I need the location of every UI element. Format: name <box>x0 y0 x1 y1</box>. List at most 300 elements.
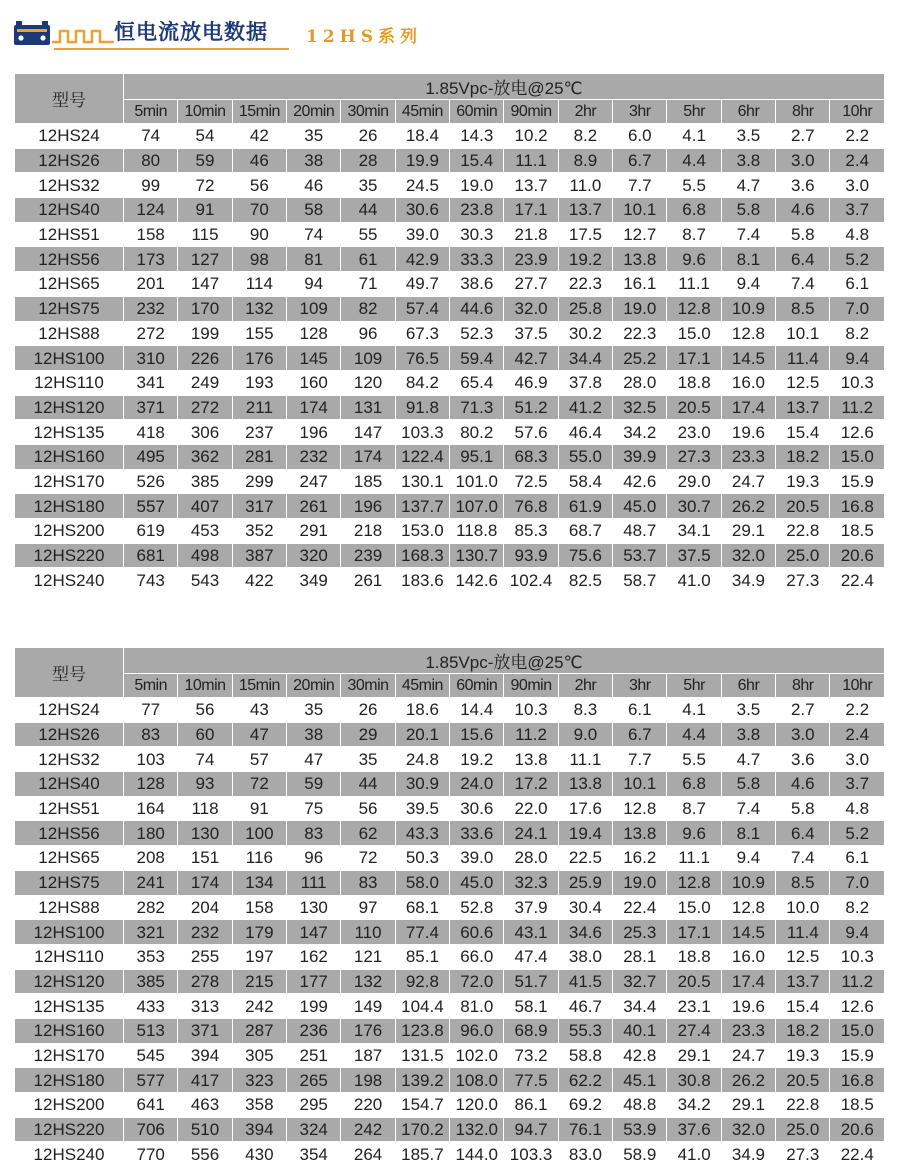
table-row <box>15 1043 885 1068</box>
value-cell: 18.5 <box>830 1093 885 1118</box>
value-cell: 12.6 <box>830 994 885 1019</box>
value-cell: 74 <box>287 222 341 247</box>
value-cell: 8.7 <box>667 222 721 247</box>
value-cell: 53.9 <box>613 1117 667 1142</box>
value-cell: 72 <box>341 846 395 871</box>
model-cell: 12HS240 <box>15 568 124 593</box>
value-cell: 51.7 <box>504 969 558 994</box>
value-cell: 42.7 <box>504 346 558 371</box>
value-cell: 74 <box>124 124 178 149</box>
discharge-table-1 <box>14 73 885 593</box>
value-cell: 77 <box>124 698 178 723</box>
value-cell: 278 <box>178 969 232 994</box>
value-cell: 4.1 <box>667 698 721 723</box>
value-cell: 422 <box>232 568 286 593</box>
value-cell: 7.0 <box>830 870 885 895</box>
value-cell: 215 <box>232 969 286 994</box>
value-cell: 236 <box>287 1018 341 1043</box>
value-cell: 76.1 <box>558 1117 612 1142</box>
value-cell: 30.8 <box>667 1068 721 1093</box>
value-cell: 44 <box>341 772 395 797</box>
value-cell: 4.4 <box>667 722 721 747</box>
value-cell: 47 <box>287 747 341 772</box>
value-cell: 58.7 <box>613 568 667 593</box>
value-cell: 46.7 <box>558 994 612 1019</box>
value-cell: 15.4 <box>450 148 504 173</box>
value-cell: 103.3 <box>395 420 449 445</box>
value-cell: 39.0 <box>450 846 504 871</box>
table-body <box>15 698 885 1167</box>
value-cell: 19.2 <box>450 747 504 772</box>
column-header: 6hr <box>721 674 775 698</box>
value-cell: 16.0 <box>721 370 775 395</box>
value-cell: 6.1 <box>830 846 885 871</box>
value-cell: 8.7 <box>667 796 721 821</box>
value-cell: 13.7 <box>558 198 612 223</box>
value-cell: 25.0 <box>776 543 830 568</box>
column-header: 30min <box>341 674 395 698</box>
model-cell: 12HS200 <box>15 1093 124 1118</box>
value-cell: 180 <box>124 821 178 846</box>
value-cell: 272 <box>124 321 178 346</box>
value-cell: 23.0 <box>667 420 721 445</box>
value-cell: 10.9 <box>721 296 775 321</box>
value-cell: 3.6 <box>776 747 830 772</box>
value-cell: 103.3 <box>504 1142 558 1167</box>
value-cell: 232 <box>178 920 232 945</box>
value-cell: 55 <box>341 222 395 247</box>
value-cell: 10.1 <box>776 321 830 346</box>
value-cell: 13.7 <box>504 173 558 198</box>
value-cell: 56 <box>178 698 232 723</box>
value-cell: 5.8 <box>776 796 830 821</box>
value-cell: 513 <box>124 1018 178 1043</box>
value-cell: 32.0 <box>721 1117 775 1142</box>
model-cell: 12HS32 <box>15 173 124 198</box>
value-cell: 130.7 <box>450 543 504 568</box>
column-header: 5min <box>124 100 178 124</box>
value-cell: 134 <box>232 870 286 895</box>
value-cell: 232 <box>124 296 178 321</box>
value-cell: 68.1 <box>395 895 449 920</box>
value-cell: 55.0 <box>558 444 612 469</box>
value-cell: 99 <box>124 173 178 198</box>
value-cell: 42.8 <box>613 1043 667 1068</box>
value-cell: 65.4 <box>450 370 504 395</box>
model-cell: 12HS26 <box>15 148 124 173</box>
table-row <box>15 870 885 895</box>
value-cell: 27.3 <box>776 568 830 593</box>
value-cell: 41.5 <box>558 969 612 994</box>
value-cell: 7.4 <box>721 796 775 821</box>
value-cell: 122.4 <box>395 444 449 469</box>
value-cell: 48.7 <box>613 519 667 544</box>
model-cell: 12HS40 <box>15 772 124 797</box>
value-cell: 261 <box>287 494 341 519</box>
value-cell: 8.1 <box>721 247 775 272</box>
value-cell: 11.4 <box>776 920 830 945</box>
value-cell: 8.2 <box>558 124 612 149</box>
column-header: 5hr <box>667 100 721 124</box>
model-cell: 12HS88 <box>15 321 124 346</box>
value-cell: 242 <box>341 1117 395 1142</box>
value-cell: 770 <box>124 1142 178 1167</box>
value-cell: 291 <box>287 519 341 544</box>
value-cell: 67.3 <box>395 321 449 346</box>
value-cell: 115 <box>178 222 232 247</box>
value-cell: 49.7 <box>395 272 449 297</box>
value-cell: 349 <box>287 568 341 593</box>
value-cell: 641 <box>124 1093 178 1118</box>
table-row <box>15 722 885 747</box>
value-cell: 82 <box>341 296 395 321</box>
value-cell: 10.2 <box>504 124 558 149</box>
model-cell: 12HS170 <box>15 1043 124 1068</box>
value-cell: 19.4 <box>558 821 612 846</box>
column-header: 90min <box>504 674 558 698</box>
value-cell: 12.8 <box>721 895 775 920</box>
value-cell: 177 <box>287 969 341 994</box>
value-cell: 12.8 <box>667 296 721 321</box>
table-row <box>15 821 885 846</box>
condition-header: 1.85Vpc-放电@25℃ <box>124 74 885 100</box>
value-cell: 239 <box>341 543 395 568</box>
value-cell: 43 <box>232 698 286 723</box>
value-cell: 104.4 <box>395 994 449 1019</box>
value-cell: 176 <box>341 1018 395 1043</box>
value-cell: 20.6 <box>830 543 885 568</box>
value-cell: 25.2 <box>613 346 667 371</box>
value-cell: 30.6 <box>395 198 449 223</box>
value-cell: 295 <box>287 1093 341 1118</box>
value-cell: 160 <box>287 370 341 395</box>
value-cell: 3.8 <box>721 722 775 747</box>
column-header: 10hr <box>830 100 885 124</box>
value-cell: 19.6 <box>721 994 775 1019</box>
value-cell: 109 <box>287 296 341 321</box>
value-cell: 28.0 <box>504 846 558 871</box>
model-cell: 12HS170 <box>15 469 124 494</box>
value-cell: 35 <box>341 173 395 198</box>
value-cell: 98 <box>232 247 286 272</box>
model-cell: 12HS200 <box>15 519 124 544</box>
value-cell: 3.7 <box>830 772 885 797</box>
value-cell: 430 <box>232 1142 286 1167</box>
column-header: 60min <box>450 100 504 124</box>
value-cell: 14.5 <box>721 920 775 945</box>
value-cell: 11.2 <box>830 395 885 420</box>
value-cell: 53.7 <box>613 543 667 568</box>
value-cell: 11.1 <box>558 747 612 772</box>
model-cell: 12HS75 <box>15 296 124 321</box>
table-row <box>15 796 885 821</box>
column-header: 45min <box>395 674 449 698</box>
value-cell: 187 <box>341 1043 395 1068</box>
value-cell: 91.8 <box>395 395 449 420</box>
value-cell: 68.3 <box>504 444 558 469</box>
column-header-row <box>15 100 885 124</box>
value-cell: 9.4 <box>721 272 775 297</box>
value-cell: 22.5 <box>558 846 612 871</box>
value-cell: 9.4 <box>721 846 775 871</box>
value-cell: 255 <box>178 944 232 969</box>
table-row <box>15 494 885 519</box>
value-cell: 45.0 <box>613 494 667 519</box>
value-cell: 124 <box>124 198 178 223</box>
value-cell: 151 <box>178 846 232 871</box>
value-cell: 71.3 <box>450 395 504 420</box>
value-cell: 14.4 <box>450 698 504 723</box>
value-cell: 34.4 <box>558 346 612 371</box>
value-cell: 37.5 <box>667 543 721 568</box>
value-cell: 72.5 <box>504 469 558 494</box>
model-cell: 12HS65 <box>15 846 124 871</box>
table-row <box>15 222 885 247</box>
value-cell: 6.1 <box>830 272 885 297</box>
value-cell: 38 <box>287 148 341 173</box>
value-cell: 2.7 <box>776 124 830 149</box>
value-cell: 10.3 <box>830 370 885 395</box>
value-cell: 407 <box>178 494 232 519</box>
value-cell: 69.2 <box>558 1093 612 1118</box>
value-cell: 321 <box>124 920 178 945</box>
column-header: 2hr <box>558 100 612 124</box>
value-cell: 92.8 <box>395 969 449 994</box>
value-cell: 3.0 <box>830 747 885 772</box>
value-cell: 32.0 <box>721 543 775 568</box>
value-cell: 57.4 <box>395 296 449 321</box>
value-cell: 11.2 <box>504 722 558 747</box>
value-cell: 93 <box>178 772 232 797</box>
value-cell: 15.9 <box>830 1043 885 1068</box>
value-cell: 387 <box>232 543 286 568</box>
value-cell: 385 <box>124 969 178 994</box>
value-cell: 102.0 <box>450 1043 504 1068</box>
value-cell: 8.9 <box>558 148 612 173</box>
value-cell: 128 <box>124 772 178 797</box>
model-cell: 12HS51 <box>15 796 124 821</box>
value-cell: 13.8 <box>558 772 612 797</box>
value-cell: 4.8 <box>830 796 885 821</box>
value-cell: 8.5 <box>776 296 830 321</box>
value-cell: 26.2 <box>721 1068 775 1093</box>
value-cell: 305 <box>232 1043 286 1068</box>
value-cell: 90 <box>232 222 286 247</box>
value-cell: 120.0 <box>450 1093 504 1118</box>
value-cell: 23.9 <box>504 247 558 272</box>
value-cell: 101.0 <box>450 469 504 494</box>
value-cell: 34.9 <box>721 568 775 593</box>
value-cell: 26 <box>341 698 395 723</box>
value-cell: 204 <box>178 895 232 920</box>
value-cell: 35 <box>341 747 395 772</box>
value-cell: 6.4 <box>776 247 830 272</box>
value-cell: 27.3 <box>776 1142 830 1167</box>
value-cell: 132 <box>341 969 395 994</box>
value-cell: 77.4 <box>395 920 449 945</box>
value-cell: 25.8 <box>558 296 612 321</box>
value-cell: 5.5 <box>667 747 721 772</box>
value-cell: 743 <box>124 568 178 593</box>
value-cell: 18.5 <box>830 519 885 544</box>
value-cell: 13.8 <box>613 821 667 846</box>
value-cell: 463 <box>178 1093 232 1118</box>
value-cell: 18.6 <box>395 698 449 723</box>
value-cell: 42 <box>232 124 286 149</box>
value-cell: 27.4 <box>667 1018 721 1043</box>
value-cell: 132 <box>232 296 286 321</box>
value-cell: 313 <box>178 994 232 1019</box>
value-cell: 13.7 <box>776 395 830 420</box>
value-cell: 16.1 <box>613 272 667 297</box>
value-cell: 37.6 <box>667 1117 721 1142</box>
column-header: 8hr <box>776 674 830 698</box>
value-cell: 394 <box>178 1043 232 1068</box>
value-cell: 17.4 <box>721 969 775 994</box>
value-cell: 174 <box>341 444 395 469</box>
table-row <box>15 519 885 544</box>
table-row <box>15 747 885 772</box>
value-cell: 137.7 <box>395 494 449 519</box>
value-cell: 22.0 <box>504 796 558 821</box>
value-cell: 83 <box>341 870 395 895</box>
value-cell: 131.5 <box>395 1043 449 1068</box>
model-cell: 12HS160 <box>15 444 124 469</box>
value-cell: 154.7 <box>395 1093 449 1118</box>
value-cell: 12.8 <box>667 870 721 895</box>
value-cell: 103 <box>124 747 178 772</box>
value-cell: 3.5 <box>721 698 775 723</box>
value-cell: 72 <box>232 772 286 797</box>
value-cell: 35 <box>287 698 341 723</box>
value-cell: 2.2 <box>830 124 885 149</box>
value-cell: 33.3 <box>450 247 504 272</box>
value-cell: 37.9 <box>504 895 558 920</box>
value-cell: 20.6 <box>830 1117 885 1142</box>
value-cell: 15.4 <box>776 994 830 1019</box>
table-row <box>15 772 885 797</box>
value-cell: 19.0 <box>613 870 667 895</box>
table-row <box>15 1142 885 1167</box>
value-cell: 4.6 <box>776 772 830 797</box>
value-cell: 453 <box>178 519 232 544</box>
value-cell: 249 <box>178 370 232 395</box>
value-cell: 20.5 <box>776 494 830 519</box>
value-cell: 15.0 <box>667 895 721 920</box>
value-cell: 174 <box>287 395 341 420</box>
value-cell: 19.3 <box>776 1043 830 1068</box>
value-cell: 557 <box>124 494 178 519</box>
value-cell: 371 <box>124 395 178 420</box>
value-cell: 352 <box>232 519 286 544</box>
value-cell: 11.2 <box>830 969 885 994</box>
value-cell: 51.2 <box>504 395 558 420</box>
value-cell: 3.5 <box>721 124 775 149</box>
value-cell: 198 <box>341 1068 395 1093</box>
value-cell: 58.9 <box>613 1142 667 1167</box>
value-cell: 24.5 <box>395 173 449 198</box>
value-cell: 17.1 <box>667 346 721 371</box>
value-cell: 28.1 <box>613 944 667 969</box>
value-cell: 60.6 <box>450 920 504 945</box>
value-cell: 17.1 <box>504 198 558 223</box>
model-cell: 12HS220 <box>15 543 124 568</box>
value-cell: 16.8 <box>830 1068 885 1093</box>
value-cell: 47 <box>232 722 286 747</box>
value-cell: 265 <box>287 1068 341 1093</box>
title-underline <box>54 48 289 50</box>
value-cell: 13.7 <box>776 969 830 994</box>
model-cell: 12HS135 <box>15 420 124 445</box>
value-cell: 22.3 <box>613 321 667 346</box>
value-cell: 526 <box>124 469 178 494</box>
value-cell: 2.4 <box>830 722 885 747</box>
value-cell: 6.8 <box>667 198 721 223</box>
table-row <box>15 173 885 198</box>
table-row <box>15 698 885 723</box>
value-cell: 118 <box>178 796 232 821</box>
value-cell: 96 <box>287 846 341 871</box>
value-cell: 4.4 <box>667 148 721 173</box>
value-cell: 22.4 <box>830 568 885 593</box>
value-cell: 3.8 <box>721 148 775 173</box>
value-cell: 242 <box>232 994 286 1019</box>
value-cell: 3.0 <box>776 722 830 747</box>
value-cell: 16.8 <box>830 494 885 519</box>
value-cell: 281 <box>232 444 286 469</box>
value-cell: 23.1 <box>667 994 721 1019</box>
value-cell: 147 <box>341 420 395 445</box>
value-cell: 19.0 <box>450 173 504 198</box>
column-header: 5min <box>124 674 178 698</box>
value-cell: 11.0 <box>558 173 612 198</box>
table-row <box>15 272 885 297</box>
value-cell: 12.5 <box>776 370 830 395</box>
model-cell: 12HS56 <box>15 821 124 846</box>
value-cell: 26 <box>341 124 395 149</box>
column-header: 10min <box>178 674 232 698</box>
value-cell: 52.3 <box>450 321 504 346</box>
value-cell: 68.9 <box>504 1018 558 1043</box>
value-cell: 127 <box>178 247 232 272</box>
value-cell: 19.9 <box>395 148 449 173</box>
value-cell: 34.4 <box>613 994 667 1019</box>
value-cell: 5.2 <box>830 247 885 272</box>
value-cell: 201 <box>124 272 178 297</box>
value-cell: 13.8 <box>613 247 667 272</box>
value-cell: 75 <box>287 796 341 821</box>
value-cell: 6.7 <box>613 148 667 173</box>
value-cell: 18.4 <box>395 124 449 149</box>
column-header: 6hr <box>721 100 775 124</box>
model-cell: 12HS240 <box>15 1142 124 1167</box>
value-cell: 123.8 <box>395 1018 449 1043</box>
value-cell: 211 <box>232 395 286 420</box>
model-cell: 12HS110 <box>15 370 124 395</box>
value-cell: 74 <box>178 747 232 772</box>
value-cell: 417 <box>178 1068 232 1093</box>
value-cell: 9.6 <box>667 821 721 846</box>
value-cell: 110 <box>341 920 395 945</box>
value-cell: 23.8 <box>450 198 504 223</box>
value-cell: 83.0 <box>558 1142 612 1167</box>
model-cell: 12HS100 <box>15 920 124 945</box>
value-cell: 32.0 <box>504 296 558 321</box>
value-cell: 46.4 <box>558 420 612 445</box>
value-cell: 15.0 <box>830 1018 885 1043</box>
value-cell: 556 <box>178 1142 232 1167</box>
value-cell: 282 <box>124 895 178 920</box>
